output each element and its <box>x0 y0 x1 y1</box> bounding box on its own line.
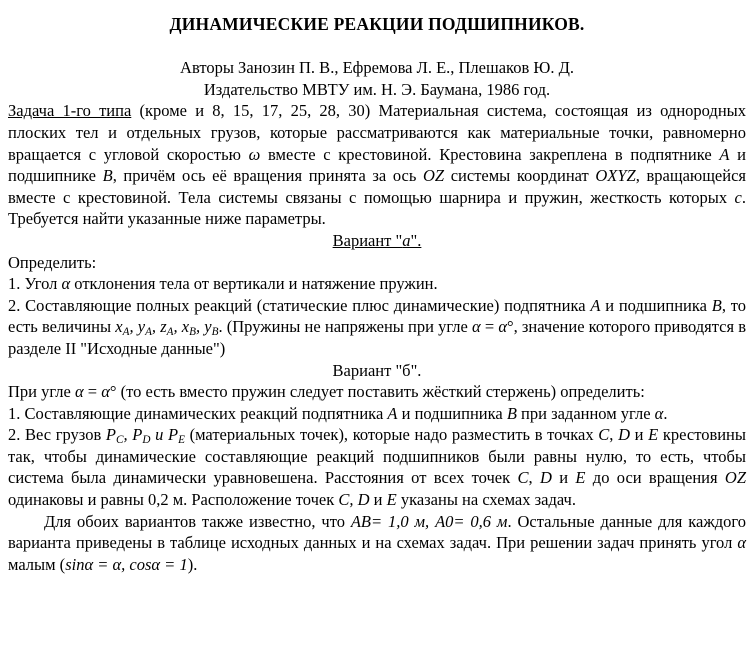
document-title: ДИНАМИЧЕСКИЕ РЕАКЦИИ ПОДШИПНИКОВ. <box>169 14 585 34</box>
authors-line: Авторы Занозин П. В., Ефремова Л. Е., Плешаков Ю. Д. <box>180 58 574 78</box>
task-intro-paragraph: Задача 1-го типа (кроме и 8, 15, 17, 25, 28, 30) Материальная система, состоящая из однородных плоских тел и отдельных грузов, которые рассматриваются как материальные точки, равномерно вращается с угловой скоростью ω вместе с крестовиной. Крестовина закреплена в подпятнике A и подшипнике B, причём ось её вращения принята за ось OZ системы координат OXYZ, вращающейся вместе с крестовиной. Тела системы связаны с помощью шарнира и пружин, жесткость которых c. Требуется найти указанные ниже параметры. <box>8 101 746 229</box>
variant-b-heading: Вариант "б". <box>332 360 422 380</box>
variant-b-item-1: 1. Составляющие динамических реакций подпятника A и подшипника B при заданном угле α. <box>8 403 668 423</box>
variant-a-item-1: 1. Угол α отклонения тела от вертикали и натяжение пружин. <box>8 274 438 294</box>
variant-a-item-2: 2. Составляющие полных реакций (статические плюс динамические) подпятника A и подшипника B, то есть величины $x_A$, $y_A$, $z_A$, $x_B$, $y_B$. (Пружины не напряжены при угле α = α°, значение которого приводятся в разделе II "Исходные данные") <box>8 295 747 358</box>
publisher-line: Издательство МВТУ им. Н. Э. Баумана, 1986 год. <box>203 79 551 99</box>
variant-a-heading: Вариант "a". <box>332 230 422 250</box>
variant-b-item-2: 2. Вес грузов $P_C$, $P_D$ и $P_E$ (материальных точек), которые надо разместить в точках C, D и E крестовины так, чтобы динамические составляющие реакций подшипников были равны нулю, то есть, чтобы система была динамически уравновешена. Расстояния от всех точек C, D и E до оси вращения OZ одинаковы и равны 0,2 м. Расположение точек C, D и E указаны на схемах задач. <box>8 425 747 510</box>
define-label: Определить: <box>8 252 97 272</box>
variant-b-intro: При угле α = α° (то есть вместо пружин следует поставить жёсткий стержень) определить: <box>8 382 645 402</box>
closing-paragraph: Для обоих вариантов также известно, что AB= 1,0 м, A0= 0,6 м. Остальные данные для каждого варианта приведены в таблице исходных данных и на схемах задач. При решении задач принять угол α малым (sinα = α, cosα = 1). <box>8 511 746 574</box>
